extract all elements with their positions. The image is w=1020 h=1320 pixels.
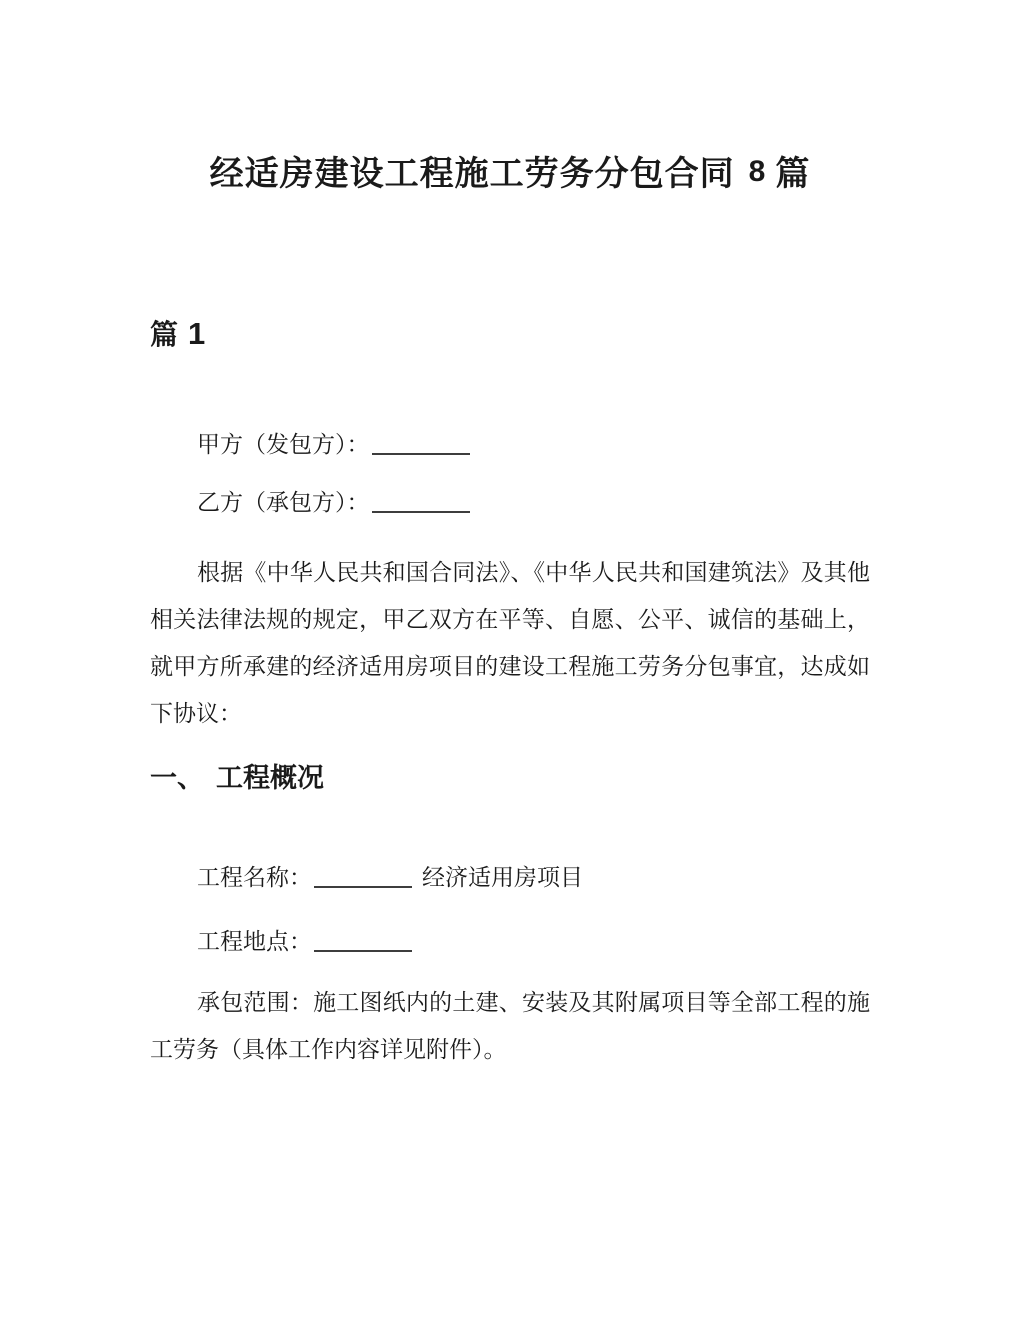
section-heading-number: 1 [188,316,206,351]
document-title-text: 经适房建设工程施工劳务分包合同 [209,155,735,193]
party-b-label: 乙方（承包方）： [197,489,370,515]
scope-paragraph: 承包范围：施工图纸内的土建、安装及其附属项目等全部工程的施工劳务（具体工作内容详见附件）。 [150,989,870,1062]
project-name-line [150,862,870,893]
project-name-blank-line [314,884,412,888]
section1-heading-prefix: 一、 [150,763,204,793]
party-b-line [150,487,870,518]
party-a-label: 甲方（发包方）： [197,431,370,457]
party-b-blank-line [372,509,470,513]
document-body [0,316,1020,1073]
party-a-blank-line [372,451,470,455]
document-title-count: 8 [748,155,766,188]
document-title-unit: 篇 [775,155,811,193]
project-location-blank-line [314,948,412,952]
document-title [0,152,1020,198]
intro-paragraph: 根据《中华人民共和国合同法》、《中华人民共和国建筑法》及其他相关法律法规的规定，甲乙双方在平等、自愿、公平、诚信的基础上，就甲方所承建的经济适用房项目的建设工程施工劳务分包事宜，达成如下协议： [150,559,870,726]
project-location-line [150,926,870,957]
project-name-label: 工程名称： [197,864,312,890]
section1-heading-text: 工程概况 [216,763,324,793]
project-name-suffix: 经济适用房项目 [422,864,583,890]
section-heading-label: 篇 [150,319,179,350]
project-location-label: 工程地点： [197,928,312,954]
section-heading [150,316,870,353]
party-a-line [150,429,870,460]
section1-heading [150,761,870,796]
